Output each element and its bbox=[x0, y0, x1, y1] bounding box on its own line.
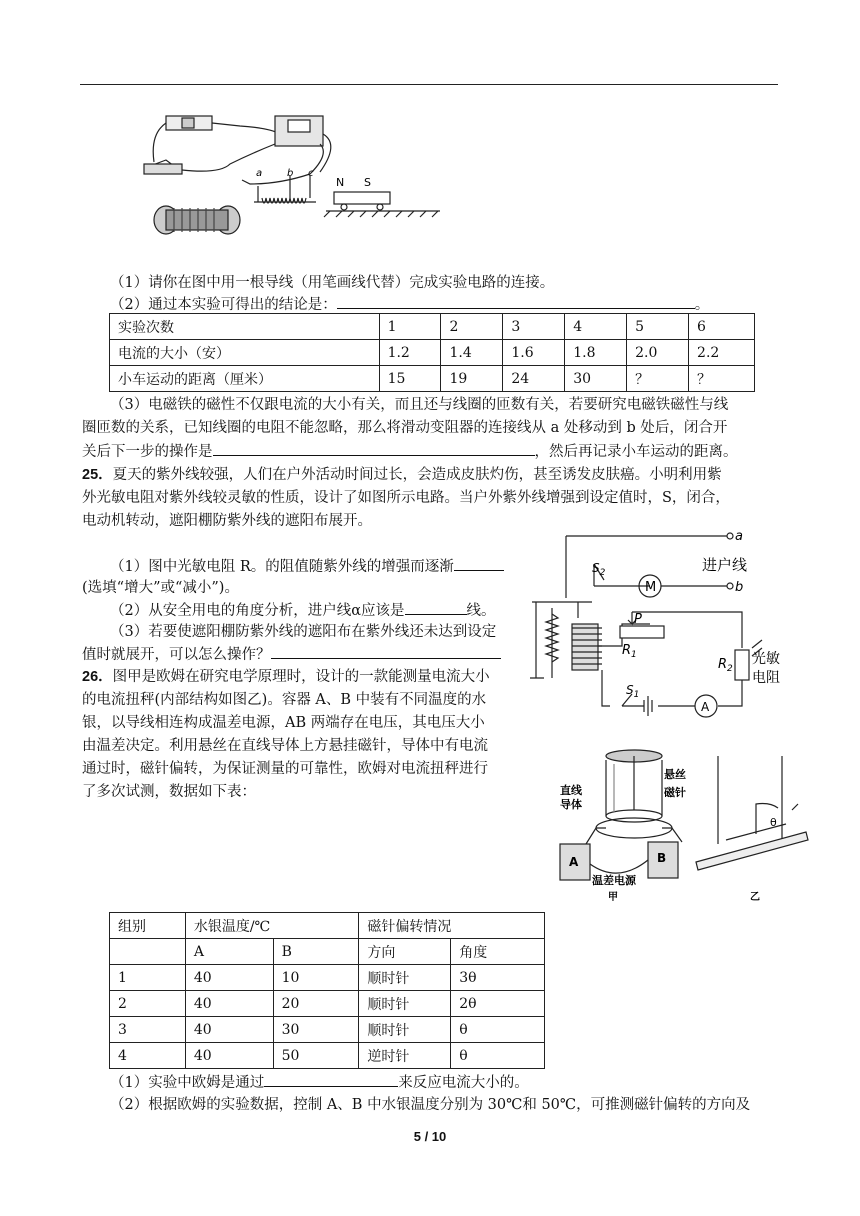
table-header-cell: B bbox=[273, 939, 359, 965]
table-row bbox=[110, 1017, 545, 1043]
circuit-label-photo2: 电阻 bbox=[752, 670, 780, 686]
q25-part1-line2: (选填“增大”或“减小”)。 bbox=[82, 580, 239, 596]
label-a: a bbox=[256, 168, 263, 179]
uv-control-circuit bbox=[522, 528, 792, 724]
q24-data-table bbox=[109, 313, 755, 392]
circuit-label-photo1: 光敏 bbox=[752, 651, 780, 667]
table-cell: 1.4 bbox=[441, 340, 503, 366]
table-cell: 顺时针 bbox=[359, 1017, 451, 1043]
table-cell: 1.6 bbox=[503, 340, 565, 366]
q25-intro-line3: 电动机转动，遮阳棚防紫外线的遮阳布展开。 bbox=[82, 513, 372, 529]
circuit-label-s1: $S_1$ bbox=[626, 683, 640, 700]
fig-label-theta: θ bbox=[770, 816, 777, 829]
circuit-label-r1: $R_1$ bbox=[622, 643, 637, 660]
circuit-label-p: P bbox=[634, 612, 642, 627]
q24-part1: （1）请你在图中用一根导线（用笔画线代替）完成实验电路的连接。 bbox=[110, 275, 555, 291]
q26-intro-text: 图甲是欧姆在研究电学原理时，设计的一款能测量电流大小 bbox=[112, 669, 490, 685]
q25-number: 25． bbox=[82, 467, 113, 483]
circuit-label-motor: M bbox=[645, 580, 657, 595]
q24-part2 bbox=[110, 294, 709, 315]
q26-intro-line2: 的电流扭秤(内部结构如图乙)。容器 A、B 中装有不同温度的水 bbox=[82, 692, 487, 708]
table-cell: 3 bbox=[110, 1017, 186, 1043]
table-cell: 小车运动的距离（厘米） bbox=[110, 366, 380, 392]
current-torsion-balance-figure bbox=[556, 744, 816, 902]
table-cell: 40 bbox=[185, 991, 273, 1017]
circuit-label-s2: $S_2$ bbox=[592, 561, 606, 578]
fig-label-wire1: 直线 bbox=[560, 784, 582, 797]
table-cell: θ bbox=[451, 1043, 545, 1069]
q25-part3-line2 bbox=[82, 644, 501, 665]
circuit-label-b: b bbox=[735, 580, 744, 595]
q26-intro-line4: 由温差决定。利用悬丝在直线导体上方悬挂磁针，导体中有电流 bbox=[82, 738, 488, 754]
table-cell: 1.8 bbox=[565, 340, 627, 366]
table-cell: 4 bbox=[565, 314, 627, 340]
q26-part1-end: 来反应电流大小的。 bbox=[398, 1075, 529, 1091]
circuit-label-r2: $R_2$ bbox=[718, 657, 733, 674]
table-cell: 5 bbox=[627, 314, 689, 340]
q26-intro-line1 bbox=[82, 667, 490, 687]
fig-label-needle: 磁针 bbox=[664, 786, 686, 799]
q24-part3-line1: （3）电磁铁的磁性不仅跟电流的大小有关，而且还与线圈的匝数有关，若要研究电磁铁磁性与线 bbox=[110, 397, 729, 413]
q25-part3-line1: （3）若要使遮阳棚防紫外线的遮阳布在紫外线还未达到设定 bbox=[110, 624, 497, 640]
table-cell: 逆时针 bbox=[359, 1043, 451, 1069]
table-cell: 6 bbox=[689, 314, 755, 340]
table-row bbox=[110, 314, 755, 340]
q24-part2-text: （2）通过本实验可得出的结论是： bbox=[110, 297, 337, 313]
q25-part3-text: 值时就展开，可以怎么操作？ bbox=[82, 647, 271, 663]
fig-label-b: B bbox=[657, 851, 667, 865]
electromagnet-experiment-figure bbox=[130, 104, 450, 244]
label-b: b bbox=[287, 168, 294, 179]
table-cell: 20 bbox=[273, 991, 359, 1017]
circuit-label-a: a bbox=[735, 529, 743, 544]
q26-intro-line6: 了多次试测，数据如下表： bbox=[82, 784, 256, 800]
table-cell: 40 bbox=[185, 1043, 273, 1069]
page-number: 5 / 10 bbox=[413, 1129, 447, 1144]
table-cell: 1.2 bbox=[379, 340, 441, 366]
q24-conclusion-blank[interactable] bbox=[337, 294, 695, 309]
table-cell: 2 bbox=[110, 991, 186, 1017]
table-cell: 50 bbox=[273, 1043, 359, 1069]
q24-part2-end: 。 bbox=[694, 297, 710, 313]
q24-part3-line3 bbox=[82, 441, 738, 462]
q25-part2-text: （2）从安全用电的角度分析，进户线α应该是 bbox=[110, 603, 405, 619]
table-cell: 1 bbox=[110, 965, 186, 991]
table-cell: 1 bbox=[379, 314, 441, 340]
q26-data-table bbox=[109, 912, 545, 1069]
table-cell: 15 bbox=[379, 366, 441, 392]
table-cell: 3θ bbox=[451, 965, 545, 991]
circuit-label-ammeter: A bbox=[701, 700, 710, 714]
q25-intro-line1 bbox=[82, 465, 722, 485]
table-header-row bbox=[110, 913, 545, 939]
q26-part1-blank[interactable] bbox=[264, 1072, 398, 1087]
table-header-cell bbox=[110, 939, 186, 965]
table-cell: 电流的大小（安） bbox=[110, 340, 380, 366]
table-cell: 2θ bbox=[451, 991, 545, 1017]
fig-label-source: 温差电源 bbox=[592, 874, 636, 887]
q26-part1 bbox=[110, 1072, 529, 1093]
table-header-cell: 水银温度/℃ bbox=[185, 913, 359, 939]
q26-intro-line5: 通过时，磁针偏转，为保证测量的可靠性，欧姆对电流扭秤进行 bbox=[82, 761, 488, 777]
label-s: S bbox=[364, 176, 371, 189]
q25-part1-line1 bbox=[110, 556, 504, 577]
table-cell: θ bbox=[451, 1017, 545, 1043]
fig-label-silk: 悬丝 bbox=[664, 768, 686, 781]
table-cell: ？ bbox=[627, 366, 689, 392]
q25-part1-text: （1）图中光敏电阻 R。的阻值随紫外线的增强而逐渐 bbox=[110, 559, 454, 575]
q25-part2-end: 线。 bbox=[466, 603, 496, 619]
table-cell: 30 bbox=[273, 1017, 359, 1043]
table-header-cell: A bbox=[185, 939, 273, 965]
q25-intro-text: 夏天的紫外线较强，人们在户外活动时间过长，会造成皮肤灼伤，甚至诱发皮肤癌。小明利用紫 bbox=[112, 467, 722, 483]
table-cell: ？ bbox=[689, 366, 755, 392]
q25-part2-blank[interactable] bbox=[405, 600, 467, 615]
table-header-cell: 组别 bbox=[110, 913, 186, 939]
table-cell: 19 bbox=[441, 366, 503, 392]
q25-part3-blank[interactable] bbox=[271, 644, 501, 659]
q24-part3-line2: 圈匝数的关系，已知线圈的电阻不能忽略，那么将滑动变阻器的连接线从 a 处移动到 b 处后，闭合开 bbox=[82, 420, 728, 436]
header-rule bbox=[80, 84, 778, 85]
q24-part3-end: ，然后再记录小车运动的距离。 bbox=[534, 444, 738, 460]
q25-intro-line2: 外光敏电阻对紫外线较灵敏的性质，设计了如图所示电路。当户外紫外线增强到设定值时，S，闭合， bbox=[82, 490, 730, 506]
table-cell: 40 bbox=[185, 1017, 273, 1043]
table-row bbox=[110, 366, 755, 392]
table-cell: 10 bbox=[273, 965, 359, 991]
table-cell: 2.0 bbox=[627, 340, 689, 366]
label-n: N bbox=[336, 176, 345, 189]
circuit-label-inlet: 进户线 bbox=[702, 556, 748, 574]
table-header-row bbox=[110, 939, 545, 965]
q26-intro-line3: 银，以导线相连构成温差电源，AB 两端存在电压，其电压大小 bbox=[82, 715, 485, 731]
table-cell: 2.2 bbox=[689, 340, 755, 366]
table-cell: 2 bbox=[441, 314, 503, 340]
table-cell: 4 bbox=[110, 1043, 186, 1069]
table-cell: 30 bbox=[565, 366, 627, 392]
q26-number: 26． bbox=[82, 669, 113, 685]
table-cell: 40 bbox=[185, 965, 273, 991]
q26-part2: （2）根据欧姆的实验数据，控制 A、B 中水银温度分别为 30℃和 50℃，可推测磁针偏转的方向及 bbox=[110, 1097, 751, 1113]
q26-part1-text: （1）实验中欧姆是通过 bbox=[110, 1075, 265, 1091]
table-header-cell: 磁针偏转情况 bbox=[359, 913, 545, 939]
q25-part2 bbox=[110, 600, 496, 621]
fig-label-jia: 甲 bbox=[608, 892, 618, 902]
table-cell: 24 bbox=[503, 366, 565, 392]
table-row bbox=[110, 965, 545, 991]
table-cell: 实验次数 bbox=[110, 314, 380, 340]
label-c: c bbox=[308, 168, 314, 179]
table-cell: 3 bbox=[503, 314, 565, 340]
q24-operation-blank[interactable] bbox=[213, 441, 535, 456]
table-row bbox=[110, 1043, 545, 1069]
table-cell: 顺时针 bbox=[359, 991, 451, 1017]
table-row bbox=[110, 991, 545, 1017]
fig-label-yi: 乙 bbox=[750, 892, 760, 902]
fig-label-wire2: 导体 bbox=[560, 798, 582, 811]
table-header-cell: 角度 bbox=[451, 939, 545, 965]
q24-part3-text: 关后下一步的操作是 bbox=[82, 444, 213, 460]
table-row bbox=[110, 340, 755, 366]
fig-label-a: A bbox=[569, 855, 579, 869]
table-cell: 顺时针 bbox=[359, 965, 451, 991]
q25-part1-blank[interactable] bbox=[454, 556, 504, 571]
table-header-cell: 方向 bbox=[359, 939, 451, 965]
